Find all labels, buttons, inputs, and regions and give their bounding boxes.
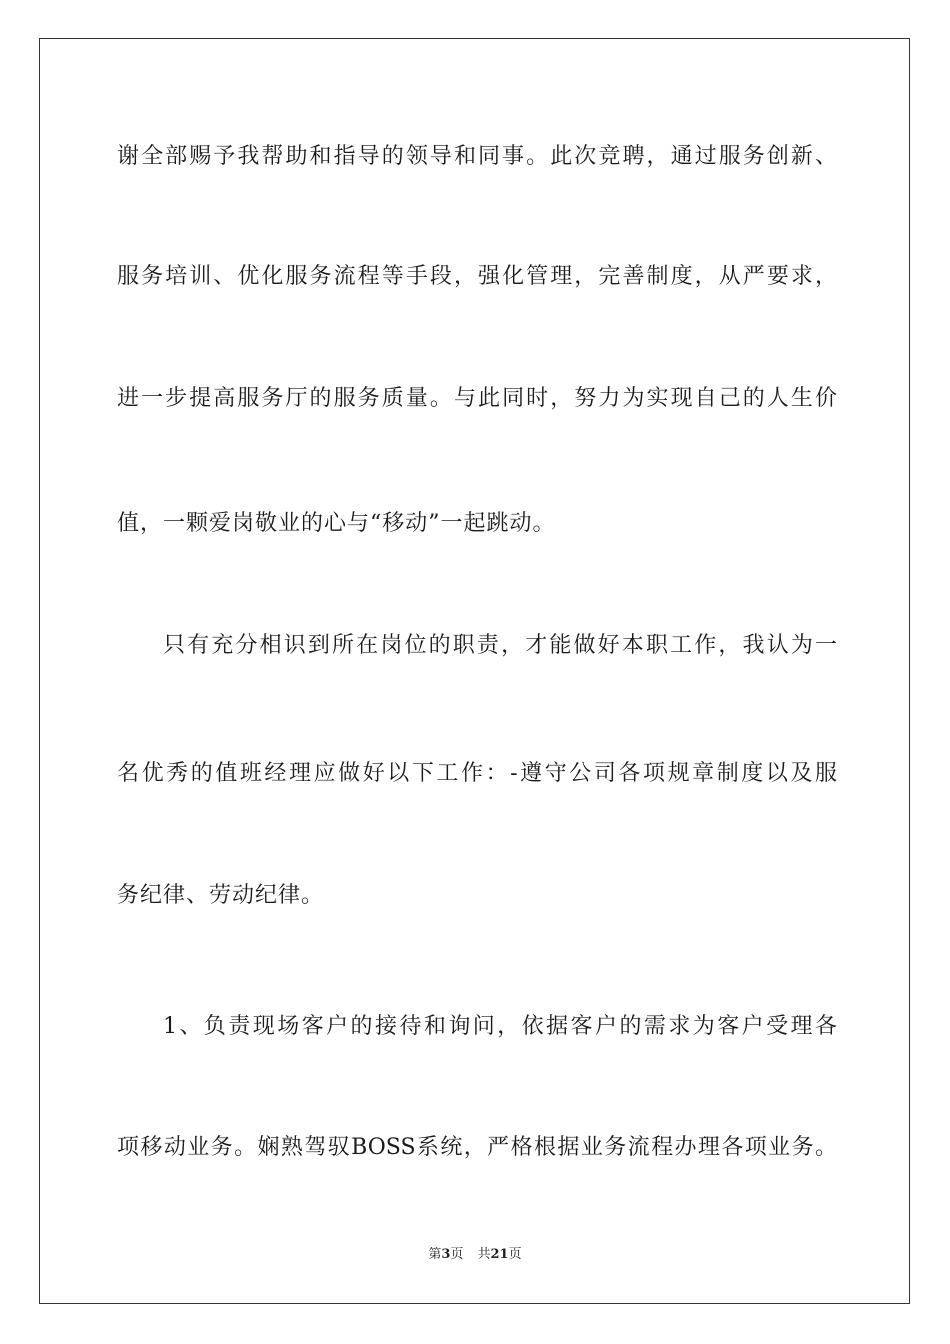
page-number: 3	[441, 1247, 451, 1262]
body-text-line: 务纪律、劳动纪律。	[117, 883, 325, 908]
page-suffix: 页	[450, 1247, 464, 1262]
body-text-line: 进一步提高服务厅的服务质量。与此同时，努力为实现自己的人生价	[117, 386, 837, 411]
body-text-line: 名优秀的值班经理应做好以下工作：-遵守公司各项规章制度以及服	[117, 761, 837, 786]
page-footer	[0, 1247, 950, 1263]
body-text-line: 值，一颗爱岗敬业的心与“移动”一起跳动。	[117, 511, 556, 536]
total-prefix: 共	[477, 1247, 491, 1262]
paragraph-first-line: 只有充分相识到所在岗位的职责，才能做好本职工作，我认为一	[163, 633, 837, 658]
total-suffix: 页	[508, 1247, 522, 1262]
total-pages: 21	[490, 1247, 509, 1262]
page-border	[39, 38, 910, 1304]
page-prefix: 第	[428, 1247, 442, 1262]
list-item-first-line: 1、负责现场客户的接待和询问，依据客户的需求为客户受理各	[163, 1014, 837, 1039]
body-text-line: 项移动业务。娴熟驾驭BOSS系统，严格根据业务流程办理各项业务。	[117, 1135, 837, 1160]
body-text-line: 服务培训、优化服务流程等手段，强化管理，完善制度，从严要求，	[117, 264, 837, 289]
body-text-line: 谢全部赐予我帮助和指导的领导和同事。此次竞聘，通过服务创新、	[117, 144, 837, 169]
